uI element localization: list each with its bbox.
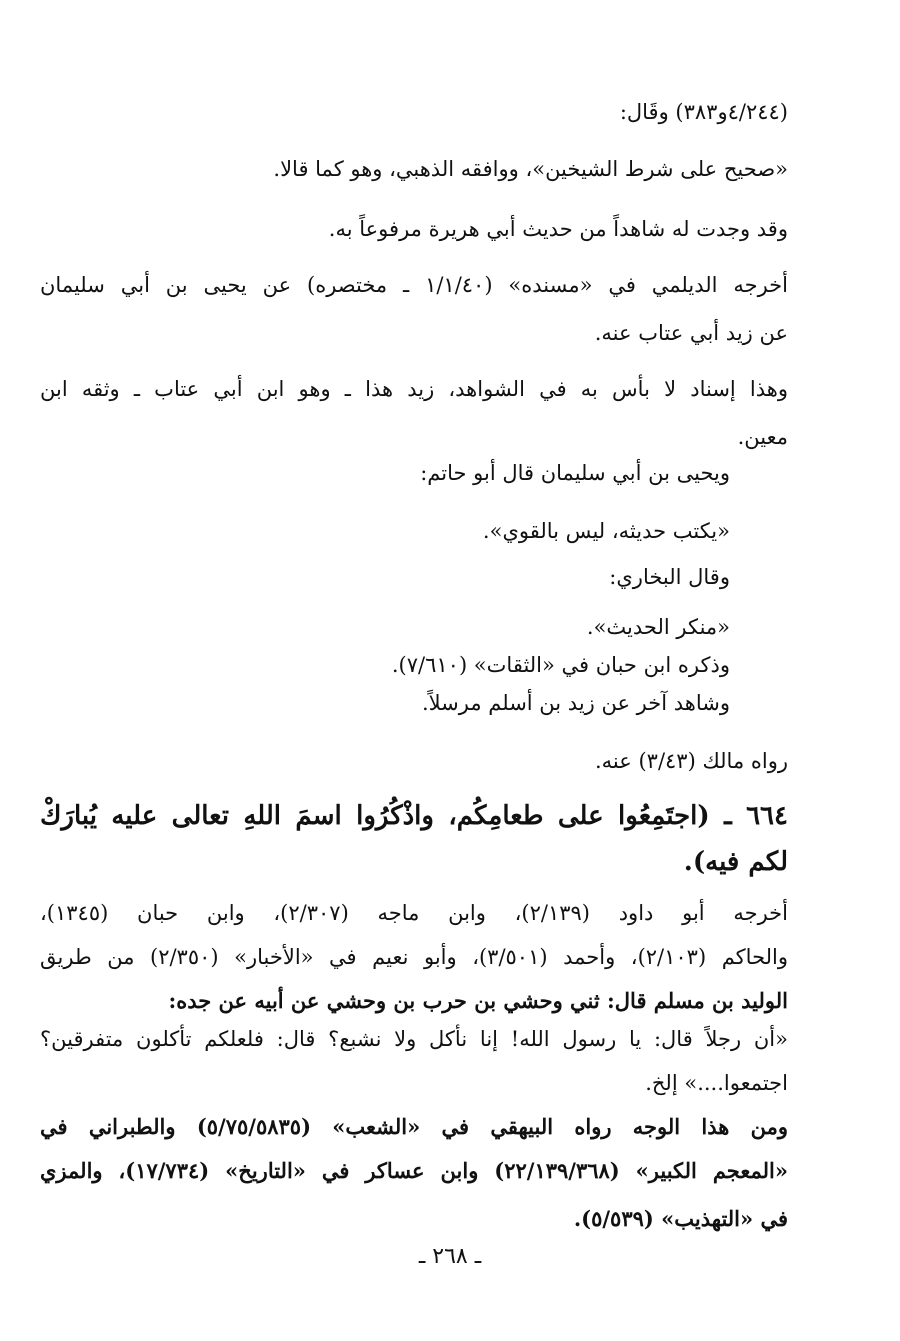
text-line: الوليد بن مسلم قال: ثني وحشي بن حرب بن وحشي عن أبيه عن جده: [168,988,788,1013]
text-line: (٤/٢٤٤و٣٨٣) وقَال: [619,100,788,124]
text-line: ومن هذا الوجه رواه البيهقي في «الشعب» (٥/٧٥/٥٨٣٥) والطبراني في [40,1114,788,1139]
text-line: «أن رجلاً قال: يا رسول الله! إنا نأكل ولا نشبع؟ قال: فلعلكم تأكلون متفرقين؟ [40,1027,788,1051]
text-line: في «التهذيب» (٥/٥٣٩). [573,1206,788,1231]
text-line: وشاهد آخر عن زيد بن أسلم مرسلاً. [421,691,730,715]
text-line: ويحيى بن أبي سليمان قال أبو حاتم: [420,461,730,485]
text-line: أخرجه الديلمي في «مسنده» (١/١/٤٠ ـ مختصره) عن يحيى بن أبي سليمان [40,273,788,297]
text-line: عن زيد أبي عتاب عنه. [594,321,788,345]
text-line: أخرجه أبو داود (٢/١٣٩)، وابن ماجه (٢/٣٠٧)، وابن حبان (١٣٤٥)، [40,901,788,925]
text-line: «يكتب حديثه، ليس بالقوي». [482,519,730,543]
text-line: اجتمعوا....» إلخ. [645,1071,788,1095]
text-line: وهذا إسناد لا بأس به في الشواهد، زيد هذا ـ وهو ابن أبي عتاب ـ وثقه ابن [40,377,788,401]
hadith-heading: ٦٦٤ ـ (اجتَمِعُوا على طعامِكُم، واذْكُرُوا اسمَ اللهِ تعالى عليه يُبارَكْ [40,801,788,831]
text-line: معين. [737,425,788,449]
text-line: والحاكم (٢/١٠٣)، وأحمد (٣/٥٠١)، وأبو نعيم في «الأخبار» (٢/٣٥٠) من طريق [40,945,789,969]
page-number: ـ ٢٦٨ ـ [418,1244,482,1269]
text-line: «صحيح على شرط الشيخين»، ووافقه الذهبي، وهو كما قالا. [273,157,788,181]
text-line: «المعجم الكبير» (٢٢/١٣٩/٣٦٨) وابن عساكر في «التاريخ» (١٧/٧٣٤)، والمزي [40,1158,788,1183]
text-line: رواه مالك (٣/٤٣) عنه. [595,749,788,773]
hadith-heading: لكم فيه). [683,847,788,877]
text-line: وقال البخاري: [609,565,730,589]
text-line: وذكره ابن حبان في «الثقات» (٧/٦١٠). [391,653,730,677]
text-line: «منكر الحديث». [586,615,730,639]
text-line: وقد وجدت له شاهداً من حديث أبي هريرة مرفوعاً به. [328,217,788,241]
